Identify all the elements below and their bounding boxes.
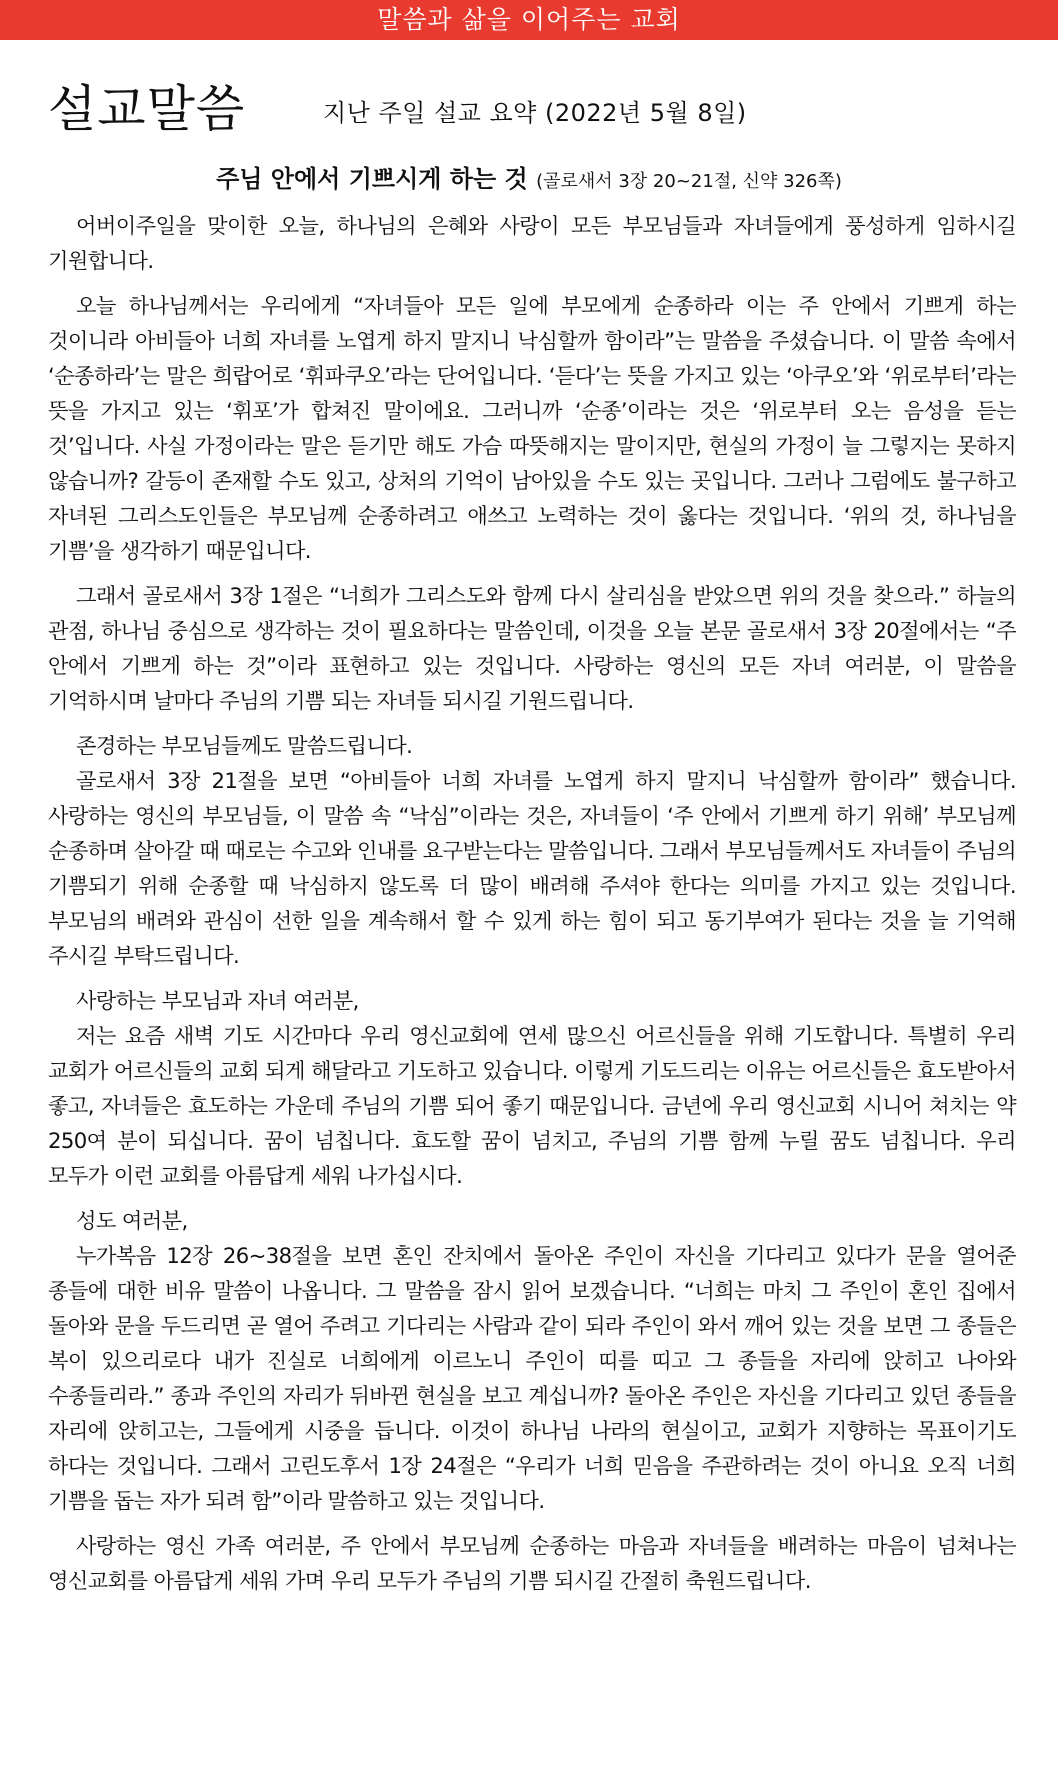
sermon-body bbox=[48, 208, 1016, 1608]
section-title: 설교말씀 bbox=[48, 80, 246, 138]
sermon-heading bbox=[0, 162, 1058, 199]
paragraph: 존경하는 부모님들께도 말씀드립니다. bbox=[76, 733, 413, 758]
paragraph: 성도 여러분, bbox=[76, 1208, 188, 1233]
sermon-reference: (골로새서 3장 20~21절, 신약 326쪽) bbox=[536, 171, 842, 192]
paragraph: 그래서 골로새서 3장 1절은 “너희가 그리스도와 함께 다시 살리심을 받았으면 위의 것을 찾으라.” 하늘의 관점, 하나님 중심으로 생각하는 것이 필요하다는 말씀인데, 이것을 오늘 본문 골로새서 3장 20절에서는 “주 안에서 기쁘게 하는 것”이라 표현하고 있는 것입니다. 사랑하는 영신의 모든 자녀 여러분, 이 말씀을 기억하시며 날마다 주님의 기쁨 되는 자녀들 되시길 기원드립니다. bbox=[48, 583, 1016, 713]
section-header bbox=[48, 80, 1028, 140]
paragraph: 골로새서 3장 21절을 보면 “아비들아 너희 자녀를 노엽게 하지 말지니 낙심할까 함이라” 했습니다. 사랑하는 영신의 부모님들, 이 말씀 속 “낙심”이라는 것은, 자녀들이 ‘주 안에서 기쁘게 하기 위해’ 부모님께 순종하며 살아갈 때 때로는 수고와 인내를 요구받는다는 말씀입니다. 그래서 부모님들께서도 자녀들이 주님의 기쁨되기 위해 순종할 때 낙심하지 않도록 더 많이 배려해 주셔야 한다는 의미를 가지고 있는 것입니다. 부모님의 배려와 관심이 선한 일을 계속해서 할 수 있게 하는 힘이 되고 동기부여가 된다는 것을 늘 기억해 주시길 부탁드립니다. bbox=[48, 768, 1016, 968]
paragraph: 사랑하는 영신 가족 여러분, 주 안에서 부모님께 순종하는 마음과 자녀들을 배려하는 마음이 넘쳐나는 영신교회를 아름답게 세워 가며 우리 모두가 주님의 기쁨 되시길 간절히 축원드립니다. bbox=[48, 1533, 1016, 1593]
paragraph: 어버이주일을 맞이한 오늘, 하나님의 은혜와 사랑이 모든 부모님들과 자녀들에게 풍성하게 임하시길 기원합니다. bbox=[48, 213, 1016, 273]
paragraph: 누가복음 12장 26~38절을 보면 혼인 잔치에서 돌아온 주인이 자신을 기다리고 있다가 문을 열어준 종들에 대한 비유 말씀이 나옵니다. 그 말씀을 잠시 읽어 보겠습니다. “너희는 마치 그 주인이 혼인 집에서 돌아와 문을 두드리면 곧 열어 주려고 기다리는 사람과 같이 되라 주인이 와서 깨어 있는 것을 보면 그 종들은 복이 있으리로다 내가 진실로 너희에게 이르노니 주인이 띠를 띠고 그 종들을 자리에 앉히고 나아와 수종들리라.” 종과 주인의 자리가 뒤바뀐 현실을 보고 계십니까? 돌아온 주인은 자신을 기다리고 있던 종들을 자리에 앉히고는, 그들에게 시중을 듭니다. 이것이 하나님 나라의 현실이고, 교회가 지향하는 목표이기도 하다는 것입니다. 그래서 고린도후서 1장 24절은 “우리가 너희 믿음을 주관하려는 것이 아니요 오직 너희 기쁨을 돕는 자가 되려 함”이라 말씀하고 있는 것입니다. bbox=[48, 1243, 1016, 1513]
paragraph: 사랑하는 부모님과 자녀 여러분, bbox=[76, 988, 359, 1013]
section-subtitle: 지난 주일 설교 요약 (2022년 5월 8일) bbox=[323, 99, 747, 127]
paragraph: 오늘 하나님께서는 우리에게 “자녀들아 모든 일에 부모에게 순종하라 이는 주 안에서 기쁘게 하는 것이니라 아비들아 너희 자녀를 노엽게 하지 말지니 낙심할까 함이라”는 말씀을 주셨습니다. 이 말씀 속에서 ‘순종하라’는 말은 희랍어로 ‘휘파쿠오’라는 단어입니다. ‘듣다’는 뜻을 가지고 있는 ‘아쿠오’와 ‘위로부터’라는 뜻을 가지고 있는 ‘휘포’가 합쳐진 말이에요. 그러니까 ‘순종’이라는 것은 ‘위로부터 오는 음성을 듣는 것’입니다. 사실 가정이라는 말은 듣기만 해도 가슴 따뜻해지는 말이지만, 현실의 가정이 늘 그렇지는 못하지 않습니까? 갈등이 존재할 수도 있고, 상처의 기억이 남아있을 수도 있는 곳입니다. 그러나 그럼에도 불구하고 자녀된 그리스도인들은 부모님께 순종하려고 애쓰고 노력하는 것이 옳다는 것입니다. ‘위의 것, 하나님을 기쁨’을 생각하기 때문입니다. bbox=[48, 293, 1016, 563]
top-banner: 말씀과 삶을 이어주는 교회 bbox=[0, 0, 1058, 40]
sermon-title: 주님 안에서 기쁘시게 하는 것 bbox=[216, 165, 528, 193]
paragraph: 저는 요즘 새벽 기도 시간마다 우리 영신교회에 연세 많으신 어르신들을 위해 기도합니다. 특별히 우리 교회가 어르신들의 교회 되게 해달라고 기도하고 있습니다. 이렇게 기도드리는 이유는 어르신들은 효도받아서 좋고, 자녀들은 효도하는 가운데 주님의 기쁨 되어 좋기 때문입니다. 금년에 우리 영신교회 시니어 쳐치는 약 250여 분이 되십니다. 꿈이 넘칩니다. 효도할 꿈이 넘치고, 주님의 기쁨 함께 누릴 꿈도 넘칩니다. 우리 모두가 이런 교회를 아름답게 세워 나가십시다. bbox=[48, 1023, 1016, 1188]
